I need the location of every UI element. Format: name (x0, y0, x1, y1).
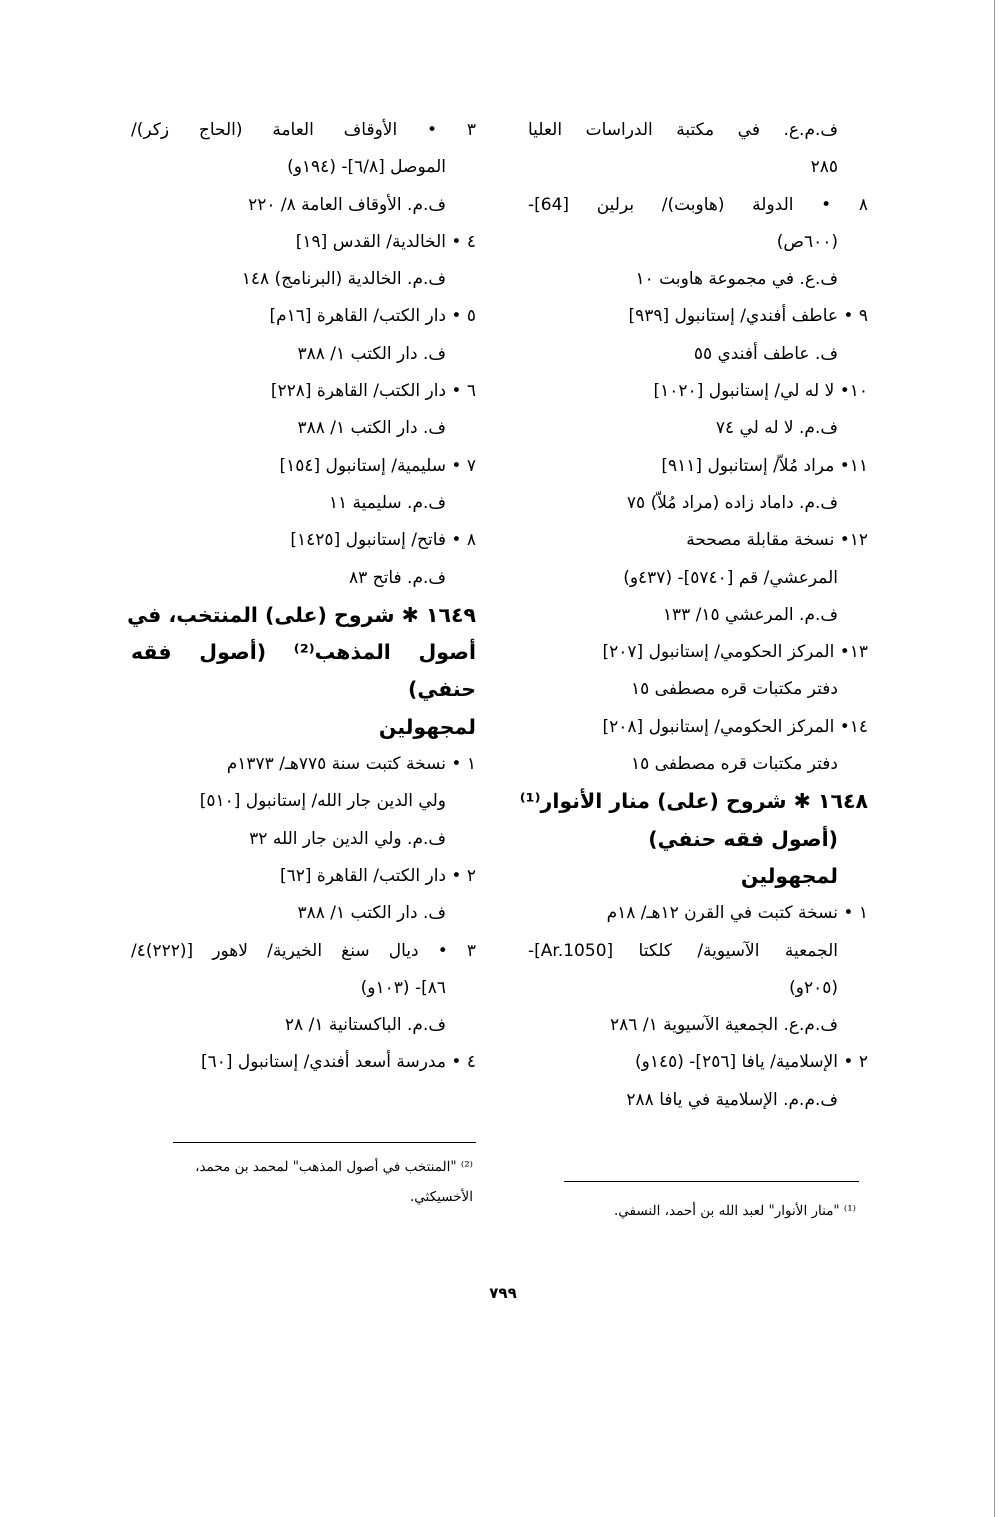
entry-line: ٢ • دار الكتب/ القاهرة [٦٢] (279, 865, 476, 886)
section-author: لمجهولين (378, 714, 476, 739)
text-line: ف.م. ولي الدين جار الله ٣٢ (249, 828, 446, 849)
entry-line: ٥ • دار الكتب/ القاهرة [١٦م] (269, 306, 476, 327)
entry-line: ٢ • الإسلامية/ يافا [٢٥٦]- (١٤٥و) (635, 1052, 868, 1073)
entry-line: ٤ • مدرسة أسعد أفندي/ إستانبول [٦٠] (200, 1052, 476, 1073)
text-line: ف.ع. في مجموعة هاوبت ١٠ (635, 269, 838, 290)
text-line: ف.م. فاتح ٨٣ (348, 567, 446, 588)
left-column (127, 112, 476, 1082)
entry-line: ٨ • الدولة (هاوبت)/ برلين [64]- (528, 194, 868, 215)
text-line: ف.م. داماد زاده (مراد مُلاّ) ٧٥ (626, 492, 838, 513)
text-line: (٦٠٠ص) (776, 231, 838, 252)
section-heading-subject: حنفي) (407, 677, 476, 702)
text-line: دفتر مكتبات قره مصطفى ١٥ (630, 679, 838, 700)
entry-line: ٤ • الخالدية/ القدس [١٩] (295, 231, 476, 252)
section-heading: ١٦٤٨ ✱ شروح (على) منار الأنوار⁽¹⁾ (519, 789, 868, 814)
section-author: لمجهولين (740, 863, 838, 888)
text-line: ف. دار الكتب ١/ ٣٨٨ (297, 418, 446, 439)
text-line: دفتر مكتبات قره مصطفى ١٥ (630, 754, 838, 775)
entry-line: ٣ • ديال سنغ الخيرية/ لاهور [(٢٢٢)٤/ (131, 940, 476, 961)
text-line: ف. دار الكتب ١/ ٣٨٨ (297, 903, 446, 924)
section-heading: ١٦٤٩ ✱ شروح (على) المنتخب، في (127, 602, 476, 627)
entry-line: ٨ • فاتح/ إستانبول [١٤٢٥] (290, 530, 476, 551)
footnote-separator-right (564, 1181, 859, 1182)
page-number: ٧٩٩ (489, 1284, 517, 1302)
footnote-line: الأخسيكثي. (410, 1189, 473, 1205)
entry-line: ٣ • الأوقاف العامة (الحاج زكر)/ (131, 120, 476, 140)
text-line: الموصل [٦/٨]- (١٩٤و) (287, 157, 446, 178)
text-line: ف. دار الكتب ١/ ٣٨٨ (297, 343, 446, 364)
entry-line: ١ • نسخة كتبت سنة ٧٧٥هـ/ ١٣٧٣م (226, 754, 476, 775)
right-column (519, 112, 868, 1119)
section-heading-continued: أصول المذهب⁽²⁾ (أصول فقه (131, 640, 476, 665)
text-line: ف.م.ع. الجمعية الآسيوية ١/ ٢٨٦ (610, 1015, 838, 1036)
text-line: ف.م. لا له لي ٧٤ (715, 418, 838, 439)
text-line: ف. عاطف أفندي ٥٥ (693, 343, 838, 364)
text-line: (٢٠٥و) (789, 977, 838, 998)
section-heading-subject: (أصول فقه حنفي) (648, 826, 838, 851)
footnote-separator-left (173, 1142, 476, 1143)
text-line: المرعشي/ قم [٥٧٤٠]- (٤٣٧و) (623, 567, 838, 588)
text-line: ف.م. الباكستانية ١/ ٢٨ (284, 1015, 446, 1036)
footnote-right (556, 1196, 856, 1226)
entry-line: ١٠• لا له لي/ إستانبول [١٠٢٠] (653, 381, 868, 402)
text-line: ف.م. سليمية ١١ (328, 492, 446, 513)
text-line: الجمعية الآسيوية/ كلكتا [Ar.1050]- (528, 940, 838, 961)
text-line: ف.م.ع. في مكتبة الدراسات العليا (528, 120, 838, 140)
text-line: ف.م. المرعشي ١٥/ ١٣٣ (662, 604, 838, 625)
entry-line: ١ • نسخة كتبت في القرن ١٢هـ/ ١٨م (606, 903, 868, 924)
text-line: ف.م.م. الإسلامية في يافا ٢٨٨ (626, 1089, 838, 1110)
text-line: ف.م. الأوقاف العامة ٨/ ٢٢٠ (248, 194, 446, 215)
entry-line: ١٣• المركز الحكومي/ إستانبول [٢٠٧] (602, 642, 868, 663)
entry-line: ٧ • سليمية/ إستانبول [١٥٤] (279, 455, 476, 476)
footnote-left (128, 1152, 473, 1212)
text-line: ولي الدين جار الله/ إستانبول [٥١٠] (199, 791, 446, 812)
entry-line: ١٤• المركز الحكومي/ إستانبول [٢٠٨] (602, 716, 868, 737)
footnote-line: ⁽¹⁾ "منار الأنوار" لعبد الله بن أحمد، النسفي. (613, 1203, 856, 1219)
entry-line: ٩ • عاطف أفندي/ إستانبول [٩٣٩] (628, 306, 868, 327)
entry-line: ١١• مراد مُلاّ/ إستانبول [٩١١] (661, 455, 868, 476)
text-line: ٨٦]- (١٠٣و) (360, 977, 446, 998)
text-line: ٢٨٥ (810, 157, 838, 178)
entry-line: ١٢• نسخة مقابلة مصححة (686, 530, 868, 551)
footnote-line: ⁽²⁾ "المنتخب في أصول المذهب" لمحمد بن محمد، (195, 1159, 473, 1175)
text-line: ف.م. الخالدية (البرنامج) ١٤٨ (241, 269, 446, 290)
entry-line: ٦ • دار الكتب/ القاهرة [٢٢٨] (270, 381, 476, 402)
